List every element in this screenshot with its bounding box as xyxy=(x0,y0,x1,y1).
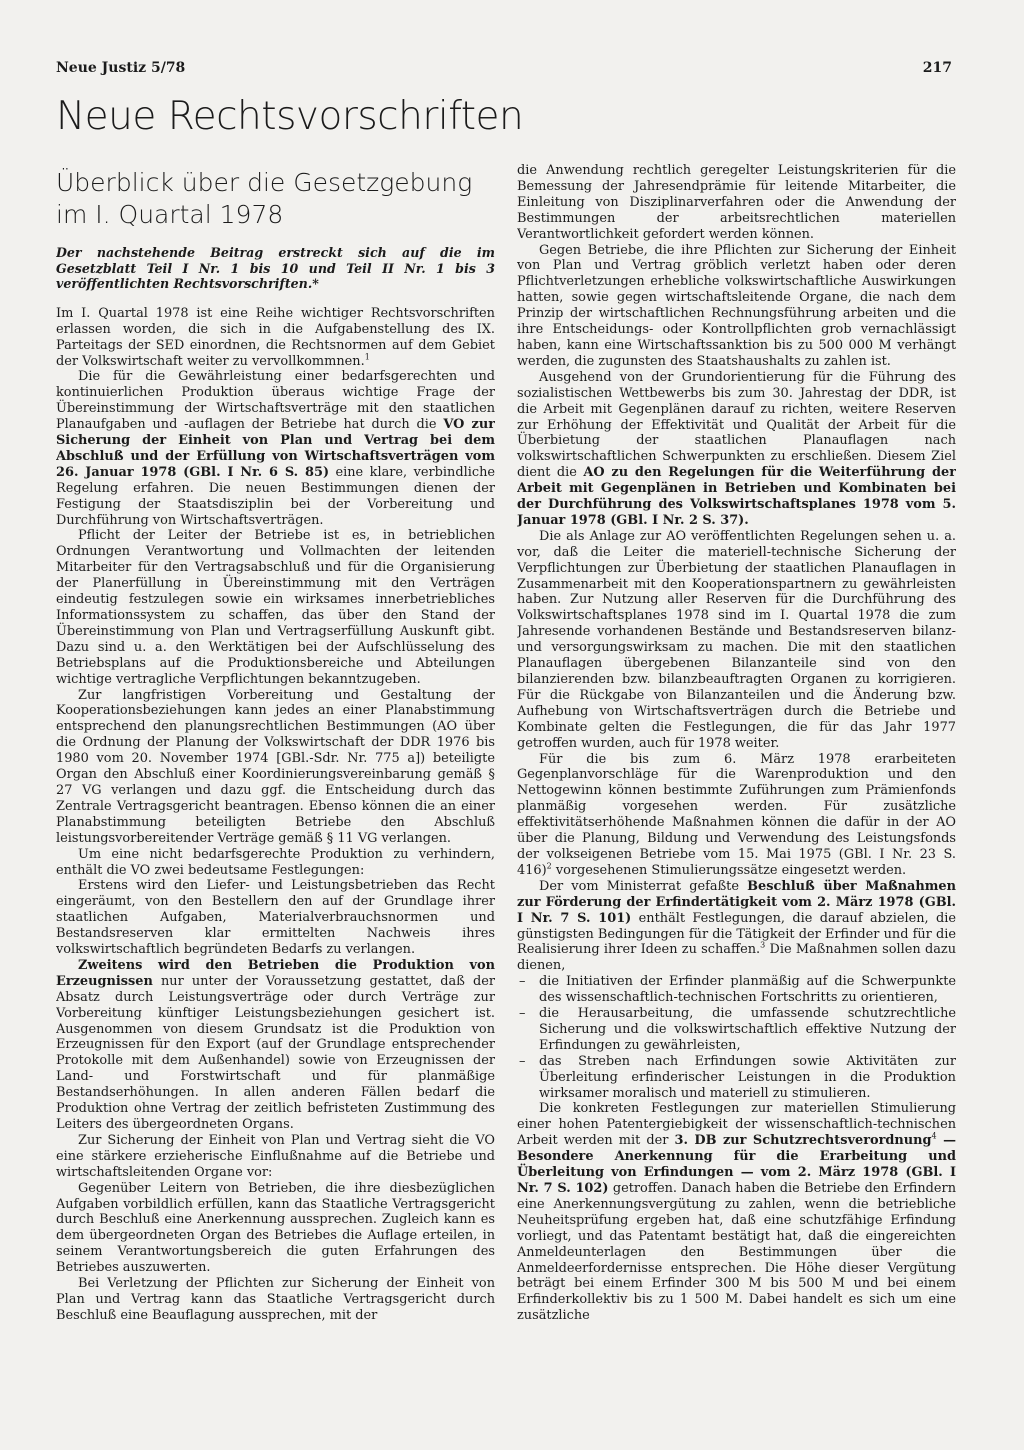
paragraph: Bei Verletzung der Pflichten zur Sicherung der Einheit von Plan und Vertrag kann das Staatliche Vertragsgericht durch Beschluß eine Beauflagung aussprechen, mit der xyxy=(56,1276,495,1323)
paragraph: Für die bis zum 6. März 1978 erarbeiteten Gegenplanvorschläge für die Warenproduktion und den Nettogewinn können bestimmte Zuführungen zum Prämienfonds planmäßig vorgesehen werden. Für zusätzliche effektivitätserhöhende Maßnahmen können die dafür in der AO über die Planung, Bildung und Verwendung des Leistungsfonds der volkseigenen Betriebe vom 15. Mai 1975 (GBl. I Nr. 23 S. 416)$^2$ vorgesehenen Stimulierungssätze eingesetzt werden. xyxy=(517,751,956,878)
paragraph: Ausgehend von der Grundorientierung für die Führung des sozialistischen Wettbewerbs bis zum 30. Jahrestag der DDR, ist die Arbeit mit Gegenplänen darauf zu richten, weitere Reserven zur Erhöhung der Effektivität und Qualität der Arbeit für die Überbietung der staatlichen Planauflagen nach volkswirtschaftlichen Schwerpunkten zu erschließen. Diesem Ziel dient die AO zu den Regelungen für die Weiterführung der Arbeit mit Gegenplänen in Betrieben und Kombinaten bei der Durchführung des Volkswirtschaftsplanes 1978 vom 5. Januar 1978 (GBl. I Nr. 2 S. 37). xyxy=(517,369,956,528)
paragraph: die Anwendung rechtlich geregelter Leistungskriterien für die Bemessung der Jahresendprämie für leitende Mitarbeiter, die Einleitung von Disziplinarverfahren oder die Anwendung der Bestimmungen der arbeitsrechtlichen materiellen Verantwortlichkeit gefordert werden können. xyxy=(517,163,956,242)
paragraph: Um eine nicht bedarfsgerechte Produktion zu verhindern, enthält die VO zwei bedeutsame Festlegungen: xyxy=(56,846,495,878)
section-title: Neue Rechtsvorschriften xyxy=(56,94,524,139)
running-header xyxy=(56,60,952,76)
paragraph: Zweitens wird den Betrieben die Produktion von Erzeugnissen nur unter der Voraussetzung gestattet, daß der Absatz durch Leistungsverträge oder durch Verträge zur Vorbereitung künftiger Leistungsbeziehungen gesichert ist. Ausgenommen von diesem Grundsatz ist die Produktion von Erzeugnissen für den Export (auf der Grundlage entsprechender Protokolle mit dem Außenhandel) sowie von Erzeugnissen der Land- und Forstwirtschaft und für planmäßige Bestandserhöhungen. In allen anderen Fällen bedarf die Produktion ohne Vertrag der zeitlich befristeten Zustimmung des Leiters des übergeordneten Organs. xyxy=(56,957,495,1132)
footnote-ref: 4 xyxy=(931,1131,937,1141)
page-number: 217 xyxy=(922,60,952,76)
paragraph: Pflicht der Leiter der Betriebe ist es, in betrieblichen Ordnungen Verantwortung und Vollmachten der leitenden Mitarbeiter für den Vertragsabschluß und für die Organisierung der Planerfüllung in Übereinstimmung mit den Verträgen eindeutig festzulegen sowie ein wirksames innerbetriebliches Informationssystem zu schaffen, das über den Stand der Übereinstimmung von Plan und Vertragserfüllung Auskunft gibt. Dazu sind u. a. den Werktätigen bei der Aufschlüsselung des Betriebsplans auf die Produktionsbereiche und Abteilungen wichtige vertragliche Verpflichtungen bekanntzugeben. xyxy=(56,528,495,687)
footnote-ref: 2 xyxy=(546,861,552,871)
list-item: – das Streben nach Erfindungen sowie Aktivitäten zur Überleitung erfinderischer Leistungen in die Produktion wirksamer moralisch und materiell zu stimulieren. xyxy=(517,1054,956,1102)
left-column xyxy=(56,163,495,1398)
list-item: – die Herausarbeitung, die umfassende schutzrechtliche Sicherung und die volkswirtschaftlich effektive Nutzung der Erfindungen zu gewährleisten, xyxy=(517,1006,956,1054)
paragraph: Gegen Betriebe, die ihre Pflichten zur Sicherung der Einheit von Plan und Vertrag gröblich verletzt haben oder deren Pflichtverletzungen erhebliche volkswirtschaftliche Auswirkungen hatten, sowie gegen wirtschaftsleitende Organe, die nach dem Prinzip der wirtschaftlichen Rechnungsführung arbeiten und die ihre Entscheidungs- oder Kontrollpflichten grob vernachlässigt haben, kann eine Wirtschaftssanktion bis zu 500 000 M verhängt werden, die zugunsten des Staatshaushalts zu zahlen ist. xyxy=(517,242,956,369)
article-body xyxy=(56,163,956,1398)
footnote-ref: 3 xyxy=(760,941,766,951)
right-column xyxy=(517,163,956,1398)
footnote-ref: 1 xyxy=(364,352,370,362)
measures-list xyxy=(517,974,956,1101)
article-title-line-2: im I. Quartal 1978 xyxy=(56,200,284,229)
paragraph: Im I. Quartal 1978 ist eine Reihe wichtiger Rechtsvorschriften erlassen worden, die sich in die Aufgabenstellung des IX. Parteitags der SED einordnen, die Rechtsnormen auf dem Gebiet der Volkswirtschaft weiter zu vervollkommnen.$^1$ xyxy=(56,305,495,369)
paragraph: Zur langfristigen Vorbereitung und Gestaltung der Kooperationsbeziehungen kann jedes an einer Planabstimmung entsprechend den planungsrechtlichen Bestimmungen (AO über die Ordnung der Planung der Volkswirtschaft der DDR 1976 bis 1980 vom 20. November 1974 [GBl.-Sdr. Nr. 775 a]) beteiligte Organ den Abschluß einer Koordinierungsvereinbarung gemäß § 27 VG verlangen und dazu ggf. die Entscheidung durch das Zentrale Vertragsgericht beantragen. Ebenso können die an einer Planabstimmung beteiligten Betriebe den Abschluß leistungsvorbereitender Verträge gemäß § 11 VG verlangen. xyxy=(56,687,495,846)
paragraph: Zur Sicherung der Einheit von Plan und Vertrag sieht die VO eine stärkere erzieherische Einflußnahme auf die Betriebe und wirtschaftsleitenden Organe vor: xyxy=(56,1132,495,1180)
paragraph: Die für die Gewährleistung einer bedarfsgerechten und kontinuierlichen Produktion überaus wichtige Frage der Übereinstimmung der Wirtschaftsverträge mit den staatlichen Planaufgaben und -auflagen der Betriebe hat durch die VO zur Sicherung der Einheit von Plan und Vertrag bei dem Abschluß und der Erfüllung von Wirtschaftsverträgen vom 26. Januar 1978 (GBl. I Nr. 6 S. 85) eine klare, verbindliche Regelung erfahren. Die neuen Bestimmungen dienen der Festigung der Staatsdisziplin bei der Vorbereitung und Durchführung von Wirtschaftsverträgen. xyxy=(56,369,495,528)
paragraph: Gegenüber Leitern von Betrieben, die ihre diesbezüglichen Aufgaben vorbildlich erfüllen, kann das Staatliche Vertragsgericht durch Beschluß eine Anerkennung aussprechen. Zugleich kann es dem übergeordneten Organ des Betriebes die Auflage erteilen, in seinem Verantwortungsbereich die guten Erfahrungen des Betriebes auszuwerten. xyxy=(56,1180,495,1276)
paragraph: Die als Anlage zur AO veröffentlichten Regelungen sehen u. a. vor, daß die Leiter die materiell-technische Sicherung der Verpflichtungen zur Überbietung der staatlichen Planauflagen in Zusammenarbeit mit den Kooperationspartnern zu gewährleisten haben. Zur Nutzung aller Reserven für die Durchführung des Volkswirtschaftsplanes 1978 sind im I. Quartal 1978 die zum Jahresende vorhandenen Bestände und Bestandsreserven bilanz- und versorgungswirksam zu machen. Die mit den staatlichen Planauflagen übergebenen Bilanzanteile sind von den bilanzierenden bzw. bilanzbeauftragten Organen zu korrigieren. Für die Rückgabe von Bilanzanteilen und die Änderung bzw. Aufhebung von Wirtschaftsverträgen durch die Betriebe und Kombinate gelten die Festlegungen, die für das Jahr 1977 getroffen wurden, auch für 1978 weiter. xyxy=(517,528,956,751)
article-title-line-1: Überblick über die Gesetzgebung xyxy=(56,168,473,197)
paragraph: Erstens wird den Liefer- und Leistungsbetrieben das Recht eingeräumt, von den Bestellern den auf der Grundlage ihrer staatlichen Aufgaben, Materialverbrauchsnormen und Bestandsreserven klar ermittelten Nachweis ihres volkswirtschaftlich begründeten Bedarfs zu verlangen. xyxy=(56,878,495,958)
paragraph: Der vom Ministerrat gefaßte Beschluß über Maßnahmen zur Förderung der Erfindertätigkeit vom 2. März 1978 (GBl. I Nr. 7 S. 101) enthält Festlegungen, die darauf abzielen, die günstigsten Bedingungen für die Tätigkeit der Erfinder und für die Realisierung ihrer Ideen zu schaffen.$^3$ Die Maßnahmen sollen dazu dienen, xyxy=(517,878,956,974)
journal-issue: Neue Justiz 5/78 xyxy=(56,60,186,76)
list-item: – die Initiativen der Erfinder planmäßig auf die Schwerpunkte des wissenschaftlich-technischen Fortschritts zu orientieren, xyxy=(517,974,956,1006)
paragraph: Die konkreten Festlegungen zur materiellen Stimulierung einer hohen Patentergiebigkeit der wissenschaftlich-technischen Arbeit werden mit der 3. DB zur Schutzrechtsverordnung$^4$ — Besondere Anerkennung für die Erarbeitung und Überleitung von Erfindungen — vom 2. März 1978 (GBl. I Nr. 7 S. 102) getroffen. Danach haben die Betriebe den Erfindern eine Anerkennungsvergütung zu zahlen, wenn die betriebliche Neuheitsprüfung ergeben hat, daß eine schutzfähige Erfindung vorliegt, und das Patentamt bestätigt hat, daß die eingereichten Anmeldeunterlagen den Bestimmungen über die Anmeldeerfordernisse entsprechen. Die Höhe dieser Vergütung beträgt bei einem Erfinder 300 M bis 500 M und bei einem Erfinderkollektiv bis zu 1 500 M. Dabei handelt es sich um eine zusätzliche xyxy=(517,1101,956,1324)
article-title xyxy=(56,167,495,231)
article-lead: Der nachstehende Beitrag erstreckt sich auf die im Gesetzblatt Teil I Nr. 1 bis 10 und Teil II Nr. 1 bis 3 veröffentlichten Rechtsvorschriften.* xyxy=(56,245,495,292)
